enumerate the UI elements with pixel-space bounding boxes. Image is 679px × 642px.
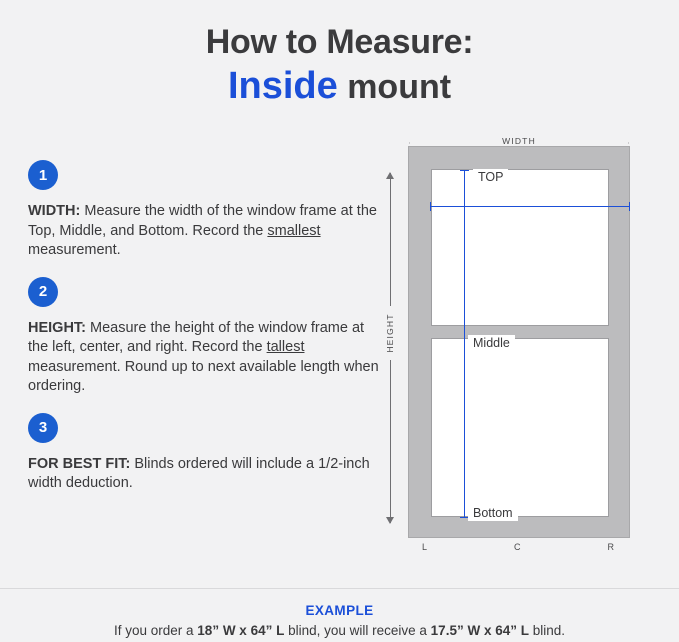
step-lead-2: HEIGHT:	[28, 319, 86, 336]
example-suffix: blind.	[528, 623, 565, 638]
height-measure-cap-top	[460, 170, 469, 171]
example-order-size: 18” W x 64” L	[197, 623, 285, 638]
step-body-before-3: Blinds ordered will include a 1/2-inch width deduction.	[28, 455, 370, 491]
step-body-after-1: measurement.	[28, 242, 121, 258]
arrow-down-icon	[386, 517, 394, 524]
step-underlined-2: tallest	[266, 339, 305, 355]
label-bottom: Bottom	[468, 505, 518, 521]
example-text	[0, 623, 679, 638]
window-glass-area	[431, 169, 609, 517]
width-dimension-label: WIDTH	[410, 136, 628, 146]
steps-list	[28, 160, 380, 510]
step-text-3	[28, 455, 380, 494]
height-dimension-label: HEIGHT	[385, 306, 395, 360]
window-frame-outer	[408, 146, 630, 538]
bottom-position-marks	[408, 542, 630, 556]
mark-right: R	[607, 542, 614, 552]
step-item-1	[28, 160, 380, 261]
step-item-2	[28, 277, 380, 397]
step-underlined-1: smallest	[267, 222, 321, 239]
height-measure-line	[464, 170, 465, 518]
width-measure-cap-left	[430, 202, 431, 211]
window-pane-divider	[431, 325, 609, 339]
step-badge-1: 1	[28, 160, 58, 190]
mark-center: C	[514, 542, 521, 552]
step-lead-1: WIDTH:	[28, 203, 81, 219]
arrow-up-icon	[386, 172, 394, 179]
step-body-after-2: measurement. Round up to next available length when ordering.	[28, 358, 379, 394]
step-badge-2: 2	[28, 277, 58, 307]
step-body-before-1: Measure the width of the window frame at the Top, Middle, and Bottom. Record the	[28, 203, 377, 239]
example-receive-size: 17.5” W x 64” L	[430, 623, 529, 638]
step-text-2	[28, 319, 380, 397]
label-top: TOP	[473, 169, 508, 185]
title-accent-word: Inside	[227, 65, 338, 107]
step-text-1	[28, 202, 380, 261]
title-line-2	[0, 64, 679, 109]
step-item-3	[28, 413, 380, 494]
example-title: EXAMPLE	[305, 603, 374, 618]
title-line-2-rest: mount	[337, 68, 452, 106]
step-lead-3: FOR BEST FIT:	[28, 455, 131, 472]
step-body-before-2: Measure the height of the window frame at the left, center, and right. Record the	[28, 319, 365, 355]
example-section	[0, 603, 679, 638]
page-title	[0, 22, 679, 109]
example-prefix: If you order a	[114, 623, 198, 638]
label-middle: Middle	[468, 335, 515, 351]
width-measure-line	[430, 206, 630, 207]
mark-left: L	[422, 542, 428, 552]
step-badge-3: 3	[28, 413, 58, 443]
title-line-1: How to Measure:	[205, 23, 474, 61]
footer-divider	[0, 588, 679, 589]
width-measure-cap-right	[629, 202, 630, 211]
example-middle: blind, you will receive a	[284, 623, 431, 638]
height-dimension-arrow	[383, 173, 397, 523]
window-diagram	[380, 128, 655, 558]
